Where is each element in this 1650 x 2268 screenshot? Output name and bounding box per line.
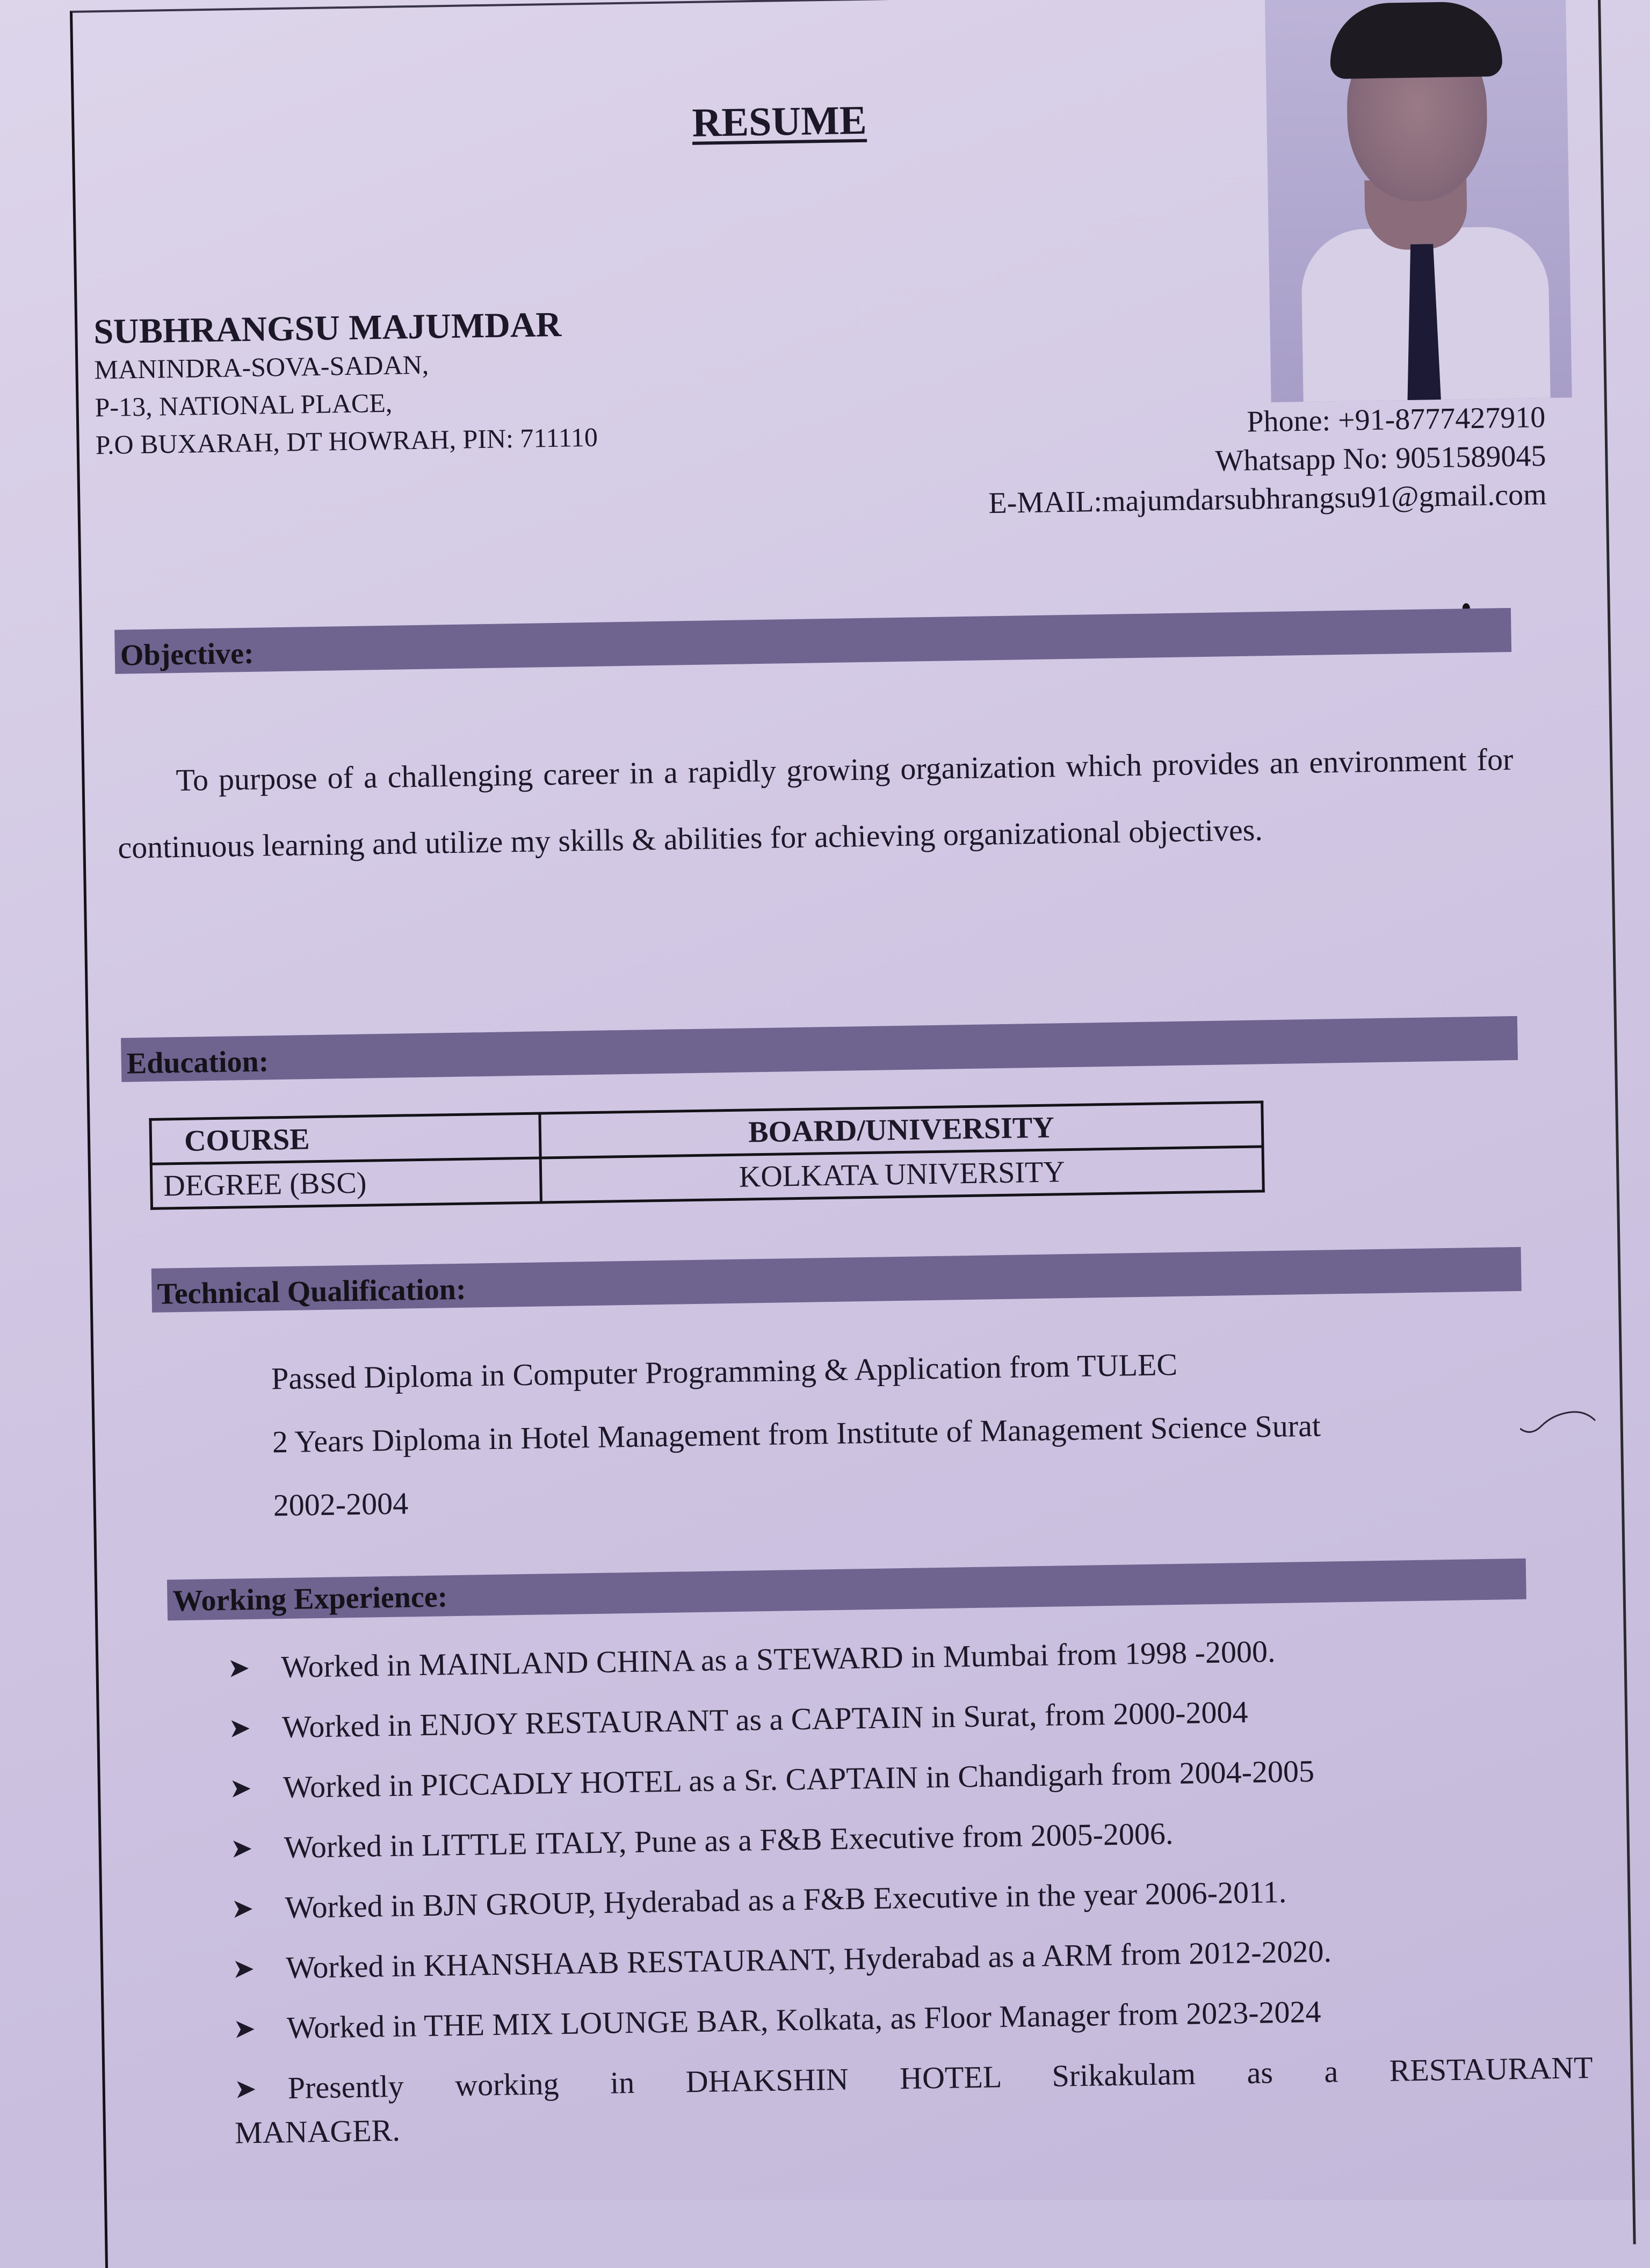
section-header-technical bbox=[151, 1247, 1522, 1313]
section-header-objective bbox=[114, 608, 1511, 674]
phone-number: Phone: +91-8777427910 bbox=[1247, 400, 1546, 439]
profile-photo bbox=[1265, 0, 1572, 402]
contact-block-right bbox=[987, 398, 1547, 523]
arrow-bullet-icon: ➤ bbox=[233, 2013, 256, 2044]
column-header-course: COURSE bbox=[150, 1113, 540, 1164]
section-title-experience: Working Experience: bbox=[172, 1580, 448, 1618]
section-header-education bbox=[121, 1016, 1518, 1082]
objective-text: To purpose of a challenging career in a rapidly growing organization which provides an environment for continuous learning and utilize my skills & abilities for achieving organizational objectives. bbox=[117, 741, 1514, 865]
experience-text: Presently working in DHAKSHIN HOTEL Srikakulam as a RESTAURANT bbox=[287, 2049, 1594, 2106]
arrow-bullet-icon: ➤ bbox=[231, 1893, 254, 1924]
education-table bbox=[149, 1100, 1264, 1210]
experience-text: Worked in PICCADLY HOTEL as a Sr. CAPTAIN in Chandigarh from 2004-2005 bbox=[283, 1753, 1315, 1805]
address-line-1: MANINDRA-SOVA-SADAN, bbox=[94, 349, 429, 385]
experience-text: Worked in MAINLAND CHINA as a STEWARD in Mumbai from 1998 -2000. bbox=[280, 1634, 1276, 1685]
resume-page bbox=[70, 0, 1636, 2268]
section-header-experience bbox=[167, 1559, 1526, 1621]
technical-item: 2 Years Diploma in Hotel Management from Institute of Management Science Surat bbox=[272, 1408, 1321, 1460]
address-line-3: P.O BUXARAH, DT HOWRAH, PIN: 711110 bbox=[95, 422, 598, 460]
experience-text: Worked in BJN GROUP, Hyderabad as a F&B Executive in the year 2006-2011. bbox=[285, 1874, 1287, 1925]
email-address: E-MAIL:majumdarsubhrangsu91@gmail.com bbox=[988, 477, 1547, 520]
document-title: RESUME bbox=[691, 97, 867, 146]
experience-text: MANAGER. bbox=[234, 2112, 401, 2150]
experience-list bbox=[227, 1617, 1594, 2163]
technical-item: 2002-2004 bbox=[273, 1486, 409, 1523]
arrow-bullet-icon: ➤ bbox=[231, 1953, 255, 1984]
arrow-bullet-icon: ➤ bbox=[229, 1773, 252, 1803]
cell-course: DEGREE (BSC) bbox=[151, 1158, 541, 1208]
arrow-bullet-icon: ➤ bbox=[234, 2074, 257, 2104]
address-line-2: P-13, NATIONAL PLACE, bbox=[95, 387, 393, 423]
experience-text: Worked in LITTLE ITALY, Pune as a F&B Executive from 2005-2006. bbox=[284, 1816, 1174, 1865]
experience-text: Worked in THE MIX LOUNGE BAR, Kolkata, as Floor Manager from 2023-2024 bbox=[286, 1994, 1321, 2046]
cell-board: KOLKATA UNIVERSITY bbox=[540, 1147, 1263, 1202]
arrow-bullet-icon: ➤ bbox=[227, 1653, 250, 1683]
section-title-objective: Objective: bbox=[120, 636, 255, 672]
experience-text: Worked in KHANSHAAB RESTAURANT, Hyderabad as a ARM from 2012-2020. bbox=[285, 1933, 1332, 1986]
arrow-bullet-icon: ➤ bbox=[230, 1833, 254, 1864]
section-title-education: Education: bbox=[126, 1045, 269, 1081]
candidate-name: SUBHRANGSU MAJUMDAR bbox=[93, 305, 562, 352]
arrow-bullet-icon: ➤ bbox=[228, 1713, 251, 1743]
whatsapp-number: Whatsapp No: 9051589045 bbox=[1215, 439, 1546, 478]
column-header-board: BOARD/UNIVERSITY bbox=[540, 1102, 1263, 1158]
technical-item: Passed Diploma in Computer Programming & Application from TULEC bbox=[271, 1346, 1178, 1396]
hair-strand-artifact bbox=[1520, 1396, 1601, 1439]
technical-qualification-list bbox=[271, 1331, 1322, 1538]
section-title-technical: Technical Qualification: bbox=[157, 1272, 467, 1311]
contact-block-left bbox=[93, 306, 598, 464]
experience-text: Worked in ENJOY RESTAURANT as a CAPTAIN in Surat, from 2000-2004 bbox=[281, 1694, 1248, 1745]
